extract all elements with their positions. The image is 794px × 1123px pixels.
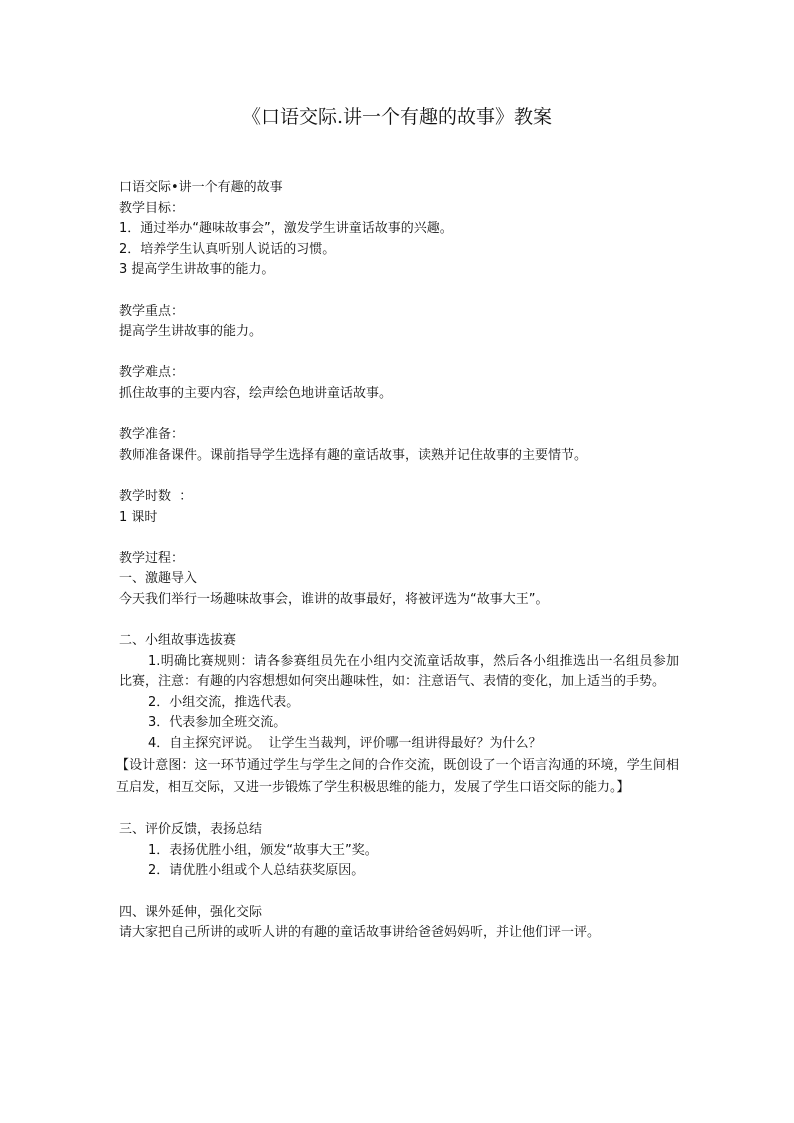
goal-item: 3 提高学生讲故事的能力。 [119,262,275,278]
difficulties-text: 抓住故事的主要内容，绘声绘色地讲童话故事。 [119,385,393,401]
section3-step1: 1．表扬优胜小组，颁发“故事大王”奖。 [148,842,378,858]
difficulties-heading: 教学难点： [119,365,185,381]
section1-heading: 一、激趣导入 [119,571,198,587]
process-heading: 教学过程： [119,550,185,566]
hours-text: 1 课时 [119,509,158,525]
preparation-heading: 教学准备： [119,427,185,443]
preparation-text: 教师准备课件。课前指导学生选择有趣的童话故事，读熟并记住故事的主要情节。 [119,447,588,463]
subtitle: 口语交际•讲一个有趣的故事 [119,180,283,195]
section2-heading: 二、小组故事选拔赛 [119,633,237,649]
section3-step2: 2．请优胜小组或个人总结获奖原因。 [148,863,365,879]
design-note: 【设计意图：这一环节通过学生与学生之间的合作交流，既创设了一个语言沟通的环境，学生间相互启发，相互交际，又进一步锻炼了学生积极思维的能力，发展了学生口语交际的能力。】 [116,757,679,796]
section3-heading: 三、评价反馈，表扬总结 [119,822,263,838]
section4-text: 请大家把自己所讲的或听人讲的有趣的童话故事讲给爸爸妈妈听，并让他们评一评。 [119,925,601,941]
section2-step4: 4．自主探究评说。 让学生当裁判，评价哪一组讲得最好？为什么？ [148,736,542,752]
goals-heading: 教学目标： [119,200,185,216]
section2-step1: 1.明确比赛规则：请各参赛组员先在小组内交流童话故事，然后各小组推选出一名组员参加比赛，注意：有趣的内容想想如何突出趣味性，如：注意语气、表情的变化，加上适当的手势。 [119,653,679,690]
key-points-text: 提高学生讲故事的能力。 [119,324,263,340]
section1-text: 今天我们举行一场趣味故事会，谁讲的故事最好，将被评选为“故事大王”。 [119,591,549,607]
document-title: 《口语交际.讲一个有趣的故事》教案 [241,106,553,128]
section2-step2: 2．小组交流，推选代表。 [148,694,300,710]
key-points-heading: 教学重点： [119,303,185,319]
document-body [116,178,679,944]
hours-heading: 教学时数 ： [119,488,193,504]
goal-item: 2．培养学生认真听别人说话的习惯。 [119,241,336,257]
goal-item: 1．通过举办“趣味故事会”，激发学生讲童话故事的兴趣。 [119,221,453,237]
section4-heading: 四、课外延伸，强化交际 [119,904,263,920]
section2-step3: 3．代表参加全班交流。 [148,715,287,731]
